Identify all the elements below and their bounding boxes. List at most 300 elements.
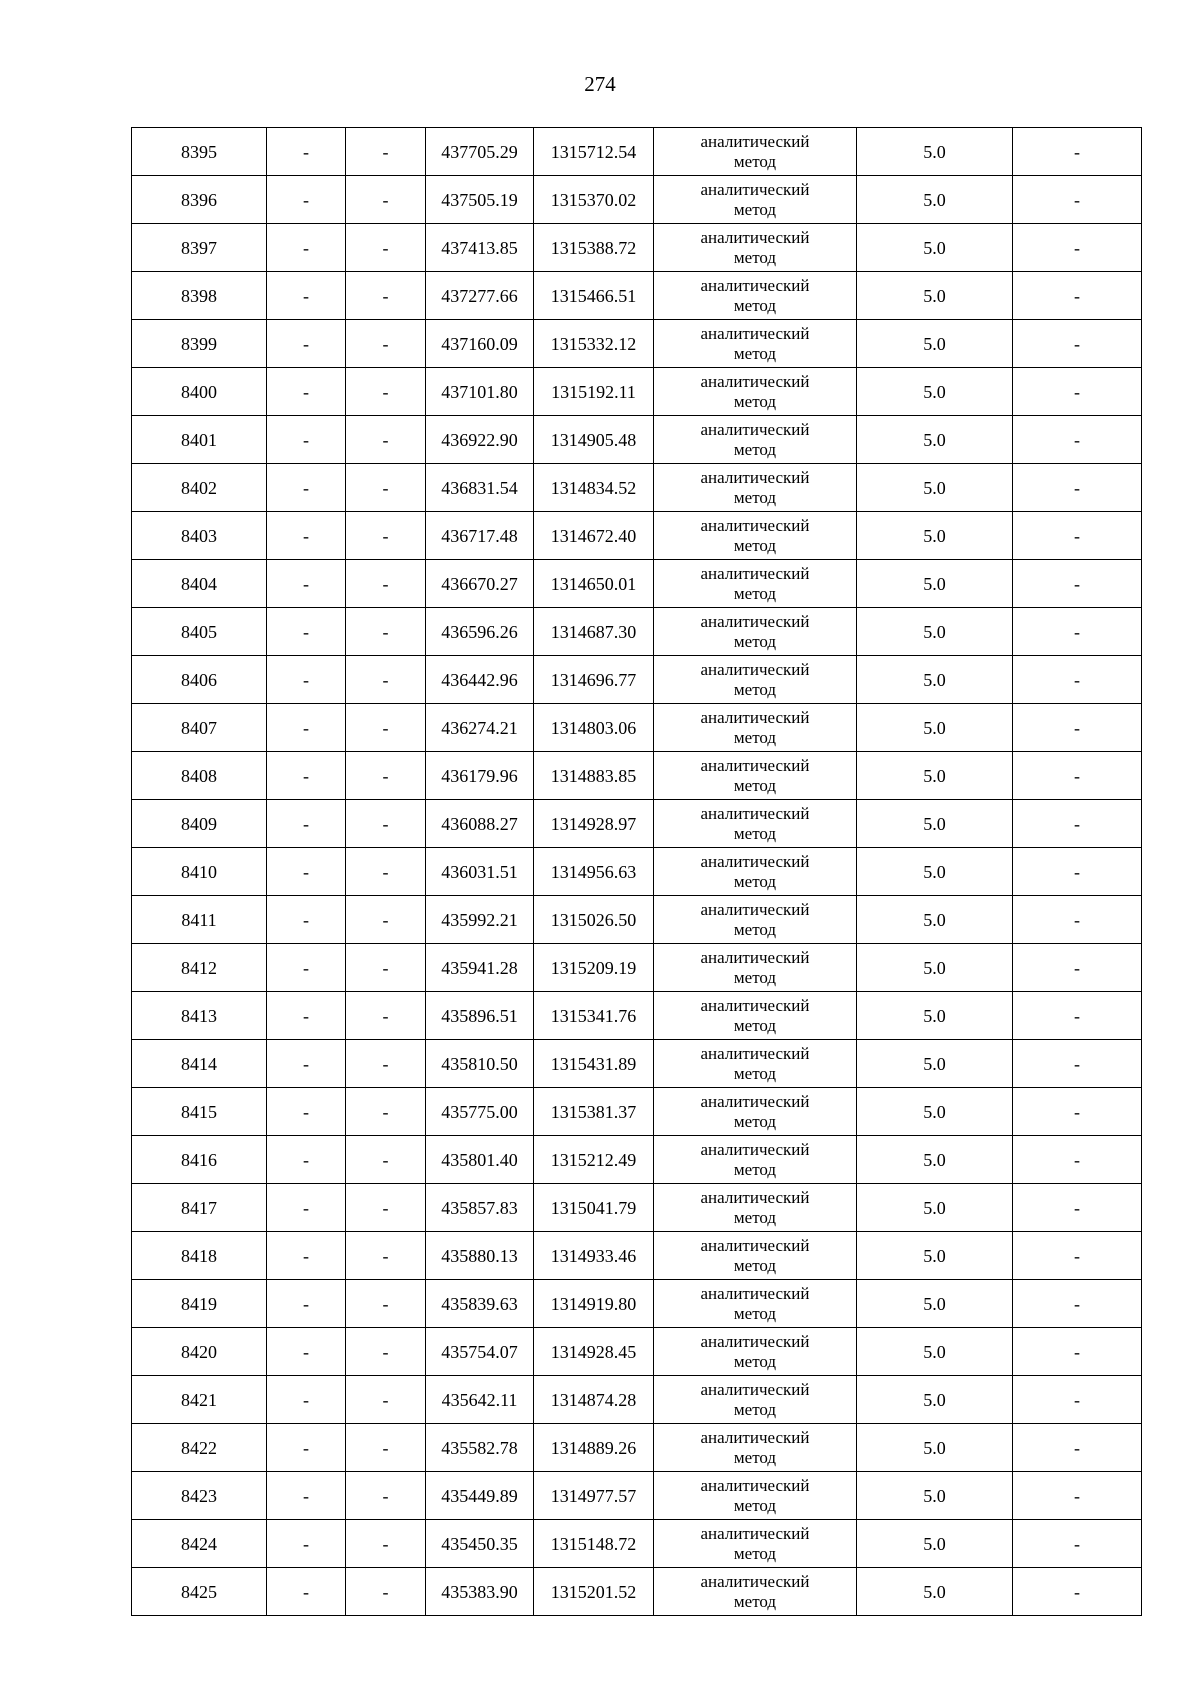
coordinates-table: [131, 127, 1142, 1616]
note-cell: -: [1013, 1376, 1142, 1424]
page-number: 274: [584, 72, 616, 96]
note-cell: -: [1013, 416, 1142, 464]
x-coordinate-cell: 436179.96: [426, 752, 534, 800]
method-text: аналитический метод: [700, 371, 810, 411]
table-row: [132, 272, 1142, 320]
note-cell: -: [1013, 1520, 1142, 1568]
note-cell: -: [1013, 752, 1142, 800]
note-cell: -: [1013, 1472, 1142, 1520]
x-coordinate-cell: 436831.54: [426, 464, 534, 512]
y-coordinate-cell: 1315212.49: [534, 1136, 654, 1184]
y-coordinate-cell: 1315026.50: [534, 896, 654, 944]
method-cell: [654, 656, 857, 704]
note-cell: -: [1013, 176, 1142, 224]
empty-cell-b: -: [346, 320, 426, 368]
accuracy-cell: 5.0: [857, 1040, 1013, 1088]
accuracy-cell: 5.0: [857, 608, 1013, 656]
accuracy-cell: 5.0: [857, 560, 1013, 608]
empty-cell-b: -: [346, 560, 426, 608]
accuracy-cell: 5.0: [857, 1424, 1013, 1472]
y-coordinate-cell: 1315341.76: [534, 992, 654, 1040]
note-cell: -: [1013, 704, 1142, 752]
accuracy-cell: 5.0: [857, 848, 1013, 896]
table-row: [132, 896, 1142, 944]
x-coordinate-cell: 435449.89: [426, 1472, 534, 1520]
note-cell: -: [1013, 368, 1142, 416]
y-coordinate-cell: 1314696.77: [534, 656, 654, 704]
empty-cell-a: -: [267, 176, 346, 224]
empty-cell-b: -: [346, 416, 426, 464]
y-coordinate-cell: 1314919.80: [534, 1280, 654, 1328]
method-text: аналитический метод: [700, 1139, 810, 1179]
method-cell: [654, 800, 857, 848]
empty-cell-b: -: [346, 848, 426, 896]
table-row: [132, 1568, 1142, 1616]
table-row: [132, 1136, 1142, 1184]
empty-cell-a: -: [267, 1424, 346, 1472]
x-coordinate-cell: 435450.35: [426, 1520, 534, 1568]
y-coordinate-cell: 1315388.72: [534, 224, 654, 272]
method-cell: [654, 320, 857, 368]
accuracy-cell: 5.0: [857, 1520, 1013, 1568]
y-coordinate-cell: 1314905.48: [534, 416, 654, 464]
method-cell: [654, 1232, 857, 1280]
accuracy-cell: 5.0: [857, 368, 1013, 416]
accuracy-cell: 5.0: [857, 1376, 1013, 1424]
method-text: аналитический метод: [700, 947, 810, 987]
empty-cell-a: -: [267, 1040, 346, 1088]
method-text: аналитический метод: [700, 659, 810, 699]
x-coordinate-cell: 435642.11: [426, 1376, 534, 1424]
method-cell: [654, 1568, 857, 1616]
empty-cell-a: -: [267, 800, 346, 848]
y-coordinate-cell: 1315381.37: [534, 1088, 654, 1136]
empty-cell-b: -: [346, 1280, 426, 1328]
point-number-cell: 8411: [132, 896, 267, 944]
y-coordinate-cell: 1314883.85: [534, 752, 654, 800]
note-cell: -: [1013, 992, 1142, 1040]
empty-cell-a: -: [267, 608, 346, 656]
x-coordinate-cell: 435801.40: [426, 1136, 534, 1184]
method-text: аналитический метод: [700, 755, 810, 795]
empty-cell-a: -: [267, 704, 346, 752]
method-cell: [654, 272, 857, 320]
point-number-cell: 8419: [132, 1280, 267, 1328]
method-text: аналитический метод: [700, 1427, 810, 1467]
method-text: аналитический метод: [700, 323, 810, 363]
accuracy-cell: 5.0: [857, 1136, 1013, 1184]
method-text: аналитический метод: [700, 611, 810, 651]
accuracy-cell: 5.0: [857, 272, 1013, 320]
method-text: аналитический метод: [700, 995, 810, 1035]
accuracy-cell: 5.0: [857, 1184, 1013, 1232]
table-row: [132, 128, 1142, 176]
accuracy-cell: 5.0: [857, 896, 1013, 944]
method-text: аналитический метод: [700, 1043, 810, 1083]
x-coordinate-cell: 437160.09: [426, 320, 534, 368]
method-cell: [654, 848, 857, 896]
method-cell: [654, 560, 857, 608]
accuracy-cell: 5.0: [857, 752, 1013, 800]
note-cell: -: [1013, 656, 1142, 704]
empty-cell-a: -: [267, 848, 346, 896]
empty-cell-a: -: [267, 1088, 346, 1136]
empty-cell-b: -: [346, 464, 426, 512]
method-text: аналитический метод: [700, 467, 810, 507]
table-row: [132, 512, 1142, 560]
accuracy-cell: 5.0: [857, 128, 1013, 176]
table-row: [132, 752, 1142, 800]
empty-cell-a: -: [267, 320, 346, 368]
table-row: [132, 944, 1142, 992]
y-coordinate-cell: 1315431.89: [534, 1040, 654, 1088]
empty-cell-b: -: [346, 1520, 426, 1568]
table-row: [132, 1520, 1142, 1568]
table-row: [132, 1472, 1142, 1520]
accuracy-cell: 5.0: [857, 176, 1013, 224]
point-number-cell: 8410: [132, 848, 267, 896]
method-text: аналитический метод: [700, 1571, 810, 1611]
point-number-cell: 8417: [132, 1184, 267, 1232]
note-cell: -: [1013, 464, 1142, 512]
x-coordinate-cell: 436442.96: [426, 656, 534, 704]
table-row: [132, 1328, 1142, 1376]
empty-cell-a: -: [267, 896, 346, 944]
point-number-cell: 8409: [132, 800, 267, 848]
table-row: [132, 320, 1142, 368]
note-cell: -: [1013, 1184, 1142, 1232]
method-cell: [654, 512, 857, 560]
empty-cell-b: -: [346, 272, 426, 320]
empty-cell-b: -: [346, 1040, 426, 1088]
x-coordinate-cell: 435383.90: [426, 1568, 534, 1616]
note-cell: -: [1013, 1088, 1142, 1136]
y-coordinate-cell: 1314928.97: [534, 800, 654, 848]
x-coordinate-cell: 437705.29: [426, 128, 534, 176]
point-number-cell: 8403: [132, 512, 267, 560]
method-cell: [654, 1136, 857, 1184]
point-number-cell: 8416: [132, 1136, 267, 1184]
accuracy-cell: 5.0: [857, 512, 1013, 560]
y-coordinate-cell: 1315201.52: [534, 1568, 654, 1616]
table-row: [132, 1088, 1142, 1136]
note-cell: -: [1013, 1136, 1142, 1184]
empty-cell-a: -: [267, 1232, 346, 1280]
table-row: [132, 1376, 1142, 1424]
method-cell: [654, 1280, 857, 1328]
method-cell: [654, 704, 857, 752]
method-cell: [654, 1328, 857, 1376]
empty-cell-a: -: [267, 1184, 346, 1232]
empty-cell-b: -: [346, 368, 426, 416]
table-row: [132, 416, 1142, 464]
x-coordinate-cell: 436670.27: [426, 560, 534, 608]
y-coordinate-cell: 1314650.01: [534, 560, 654, 608]
method-cell: [654, 176, 857, 224]
note-cell: -: [1013, 1232, 1142, 1280]
method-text: аналитический метод: [700, 803, 810, 843]
x-coordinate-cell: 435754.07: [426, 1328, 534, 1376]
point-number-cell: 8396: [132, 176, 267, 224]
x-coordinate-cell: 435810.50: [426, 1040, 534, 1088]
point-number-cell: 8395: [132, 128, 267, 176]
point-number-cell: 8401: [132, 416, 267, 464]
method-text: аналитический метод: [700, 1475, 810, 1515]
note-cell: -: [1013, 1328, 1142, 1376]
empty-cell-b: -: [346, 1472, 426, 1520]
accuracy-cell: 5.0: [857, 224, 1013, 272]
empty-cell-b: -: [346, 1232, 426, 1280]
method-cell: [654, 1040, 857, 1088]
note-cell: -: [1013, 1040, 1142, 1088]
y-coordinate-cell: 1314977.57: [534, 1472, 654, 1520]
note-cell: -: [1013, 1424, 1142, 1472]
table-row: [132, 224, 1142, 272]
method-text: аналитический метод: [700, 1331, 810, 1371]
empty-cell-a: -: [267, 1280, 346, 1328]
note-cell: -: [1013, 1280, 1142, 1328]
method-cell: [654, 1520, 857, 1568]
empty-cell-b: -: [346, 656, 426, 704]
y-coordinate-cell: 1315041.79: [534, 1184, 654, 1232]
x-coordinate-cell: 435941.28: [426, 944, 534, 992]
accuracy-cell: 5.0: [857, 1232, 1013, 1280]
empty-cell-b: -: [346, 1376, 426, 1424]
table-row: [132, 992, 1142, 1040]
method-text: аналитический метод: [700, 515, 810, 555]
accuracy-cell: 5.0: [857, 1088, 1013, 1136]
empty-cell-a: -: [267, 368, 346, 416]
point-number-cell: 8404: [132, 560, 267, 608]
empty-cell-b: -: [346, 224, 426, 272]
y-coordinate-cell: 1314933.46: [534, 1232, 654, 1280]
note-cell: -: [1013, 272, 1142, 320]
table-row: [132, 656, 1142, 704]
point-number-cell: 8399: [132, 320, 267, 368]
point-number-cell: 8423: [132, 1472, 267, 1520]
table-row: [132, 1040, 1142, 1088]
point-number-cell: 8420: [132, 1328, 267, 1376]
x-coordinate-cell: 436596.26: [426, 608, 534, 656]
point-number-cell: 8415: [132, 1088, 267, 1136]
y-coordinate-cell: 1314956.63: [534, 848, 654, 896]
x-coordinate-cell: 435896.51: [426, 992, 534, 1040]
y-coordinate-cell: 1314889.26: [534, 1424, 654, 1472]
point-number-cell: 8398: [132, 272, 267, 320]
x-coordinate-cell: 436717.48: [426, 512, 534, 560]
table-row: [132, 704, 1142, 752]
method-cell: [654, 224, 857, 272]
note-cell: -: [1013, 512, 1142, 560]
empty-cell-a: -: [267, 1472, 346, 1520]
empty-cell-b: -: [346, 1568, 426, 1616]
method-cell: [654, 992, 857, 1040]
table-row: [132, 1232, 1142, 1280]
method-cell: [654, 608, 857, 656]
method-text: аналитический метод: [700, 1187, 810, 1227]
method-text: аналитический метод: [700, 1283, 810, 1323]
method-cell: [654, 1088, 857, 1136]
y-coordinate-cell: 1314672.40: [534, 512, 654, 560]
note-cell: -: [1013, 320, 1142, 368]
y-coordinate-cell: 1314834.52: [534, 464, 654, 512]
x-coordinate-cell: 435857.83: [426, 1184, 534, 1232]
y-coordinate-cell: 1314928.45: [534, 1328, 654, 1376]
method-cell: [654, 896, 857, 944]
table-row: [132, 800, 1142, 848]
empty-cell-a: -: [267, 1520, 346, 1568]
point-number-cell: 8413: [132, 992, 267, 1040]
empty-cell-b: -: [346, 1088, 426, 1136]
accuracy-cell: 5.0: [857, 416, 1013, 464]
empty-cell-a: -: [267, 1568, 346, 1616]
empty-cell-b: -: [346, 176, 426, 224]
method-cell: [654, 1376, 857, 1424]
method-cell: [654, 944, 857, 992]
method-text: аналитический метод: [700, 851, 810, 891]
point-number-cell: 8421: [132, 1376, 267, 1424]
empty-cell-a: -: [267, 1376, 346, 1424]
note-cell: -: [1013, 848, 1142, 896]
x-coordinate-cell: 435880.13: [426, 1232, 534, 1280]
y-coordinate-cell: 1314687.30: [534, 608, 654, 656]
point-number-cell: 8418: [132, 1232, 267, 1280]
x-coordinate-cell: 435775.00: [426, 1088, 534, 1136]
method-cell: [654, 368, 857, 416]
method-text: аналитический метод: [700, 1091, 810, 1131]
note-cell: -: [1013, 608, 1142, 656]
x-coordinate-cell: 437505.19: [426, 176, 534, 224]
accuracy-cell: 5.0: [857, 1328, 1013, 1376]
method-text: аналитический метод: [700, 1523, 810, 1563]
method-cell: [654, 464, 857, 512]
point-number-cell: 8407: [132, 704, 267, 752]
method-cell: [654, 416, 857, 464]
accuracy-cell: 5.0: [857, 1568, 1013, 1616]
method-text: аналитический метод: [700, 899, 810, 939]
method-cell: [654, 1184, 857, 1232]
empty-cell-a: -: [267, 944, 346, 992]
x-coordinate-cell: 436031.51: [426, 848, 534, 896]
table-row: [132, 1280, 1142, 1328]
empty-cell-a: -: [267, 992, 346, 1040]
empty-cell-a: -: [267, 560, 346, 608]
x-coordinate-cell: 437277.66: [426, 272, 534, 320]
empty-cell-b: -: [346, 896, 426, 944]
table-row: [132, 368, 1142, 416]
table-body: [132, 128, 1142, 1616]
empty-cell-b: -: [346, 1184, 426, 1232]
accuracy-cell: 5.0: [857, 320, 1013, 368]
empty-cell-b: -: [346, 800, 426, 848]
y-coordinate-cell: 1315370.02: [534, 176, 654, 224]
method-text: аналитический метод: [700, 227, 810, 267]
empty-cell-b: -: [346, 128, 426, 176]
point-number-cell: 8424: [132, 1520, 267, 1568]
accuracy-cell: 5.0: [857, 944, 1013, 992]
table-row: [132, 464, 1142, 512]
point-number-cell: 8422: [132, 1424, 267, 1472]
empty-cell-a: -: [267, 1328, 346, 1376]
method-text: аналитический метод: [700, 563, 810, 603]
point-number-cell: 8400: [132, 368, 267, 416]
empty-cell-b: -: [346, 944, 426, 992]
empty-cell-b: -: [346, 1424, 426, 1472]
method-cell: [654, 752, 857, 800]
x-coordinate-cell: 435839.63: [426, 1280, 534, 1328]
method-cell: [654, 1472, 857, 1520]
x-coordinate-cell: 437101.80: [426, 368, 534, 416]
accuracy-cell: 5.0: [857, 1472, 1013, 1520]
y-coordinate-cell: 1315192.11: [534, 368, 654, 416]
accuracy-cell: 5.0: [857, 656, 1013, 704]
empty-cell-b: -: [346, 704, 426, 752]
accuracy-cell: 5.0: [857, 1280, 1013, 1328]
empty-cell-b: -: [346, 512, 426, 560]
table-row: [132, 176, 1142, 224]
accuracy-cell: 5.0: [857, 704, 1013, 752]
empty-cell-b: -: [346, 608, 426, 656]
empty-cell-b: -: [346, 1136, 426, 1184]
method-text: аналитический метод: [700, 419, 810, 459]
accuracy-cell: 5.0: [857, 800, 1013, 848]
x-coordinate-cell: 437413.85: [426, 224, 534, 272]
y-coordinate-cell: 1315466.51: [534, 272, 654, 320]
note-cell: -: [1013, 128, 1142, 176]
empty-cell-a: -: [267, 1136, 346, 1184]
y-coordinate-cell: 1315148.72: [534, 1520, 654, 1568]
empty-cell-a: -: [267, 752, 346, 800]
accuracy-cell: 5.0: [857, 464, 1013, 512]
empty-cell-a: -: [267, 224, 346, 272]
empty-cell-a: -: [267, 272, 346, 320]
note-cell: -: [1013, 224, 1142, 272]
x-coordinate-cell: 436274.21: [426, 704, 534, 752]
point-number-cell: 8414: [132, 1040, 267, 1088]
point-number-cell: 8397: [132, 224, 267, 272]
table-row: [132, 848, 1142, 896]
note-cell: -: [1013, 1568, 1142, 1616]
point-number-cell: 8412: [132, 944, 267, 992]
note-cell: -: [1013, 560, 1142, 608]
empty-cell-b: -: [346, 992, 426, 1040]
y-coordinate-cell: 1315209.19: [534, 944, 654, 992]
method-text: аналитический метод: [700, 707, 810, 747]
table-row: [132, 1424, 1142, 1472]
point-number-cell: 8425: [132, 1568, 267, 1616]
note-cell: -: [1013, 800, 1142, 848]
empty-cell-a: -: [267, 128, 346, 176]
y-coordinate-cell: 1315712.54: [534, 128, 654, 176]
method-cell: [654, 1424, 857, 1472]
x-coordinate-cell: 435582.78: [426, 1424, 534, 1472]
y-coordinate-cell: 1314874.28: [534, 1376, 654, 1424]
method-cell: [654, 128, 857, 176]
point-number-cell: 8405: [132, 608, 267, 656]
method-text: аналитический метод: [700, 275, 810, 315]
method-text: аналитический метод: [700, 1379, 810, 1419]
empty-cell-a: -: [267, 464, 346, 512]
x-coordinate-cell: 436088.27: [426, 800, 534, 848]
point-number-cell: 8402: [132, 464, 267, 512]
table-row: [132, 608, 1142, 656]
empty-cell-a: -: [267, 416, 346, 464]
point-number-cell: 8408: [132, 752, 267, 800]
empty-cell-a: -: [267, 512, 346, 560]
table-row: [132, 1184, 1142, 1232]
accuracy-cell: 5.0: [857, 992, 1013, 1040]
method-text: аналитический метод: [700, 131, 810, 171]
